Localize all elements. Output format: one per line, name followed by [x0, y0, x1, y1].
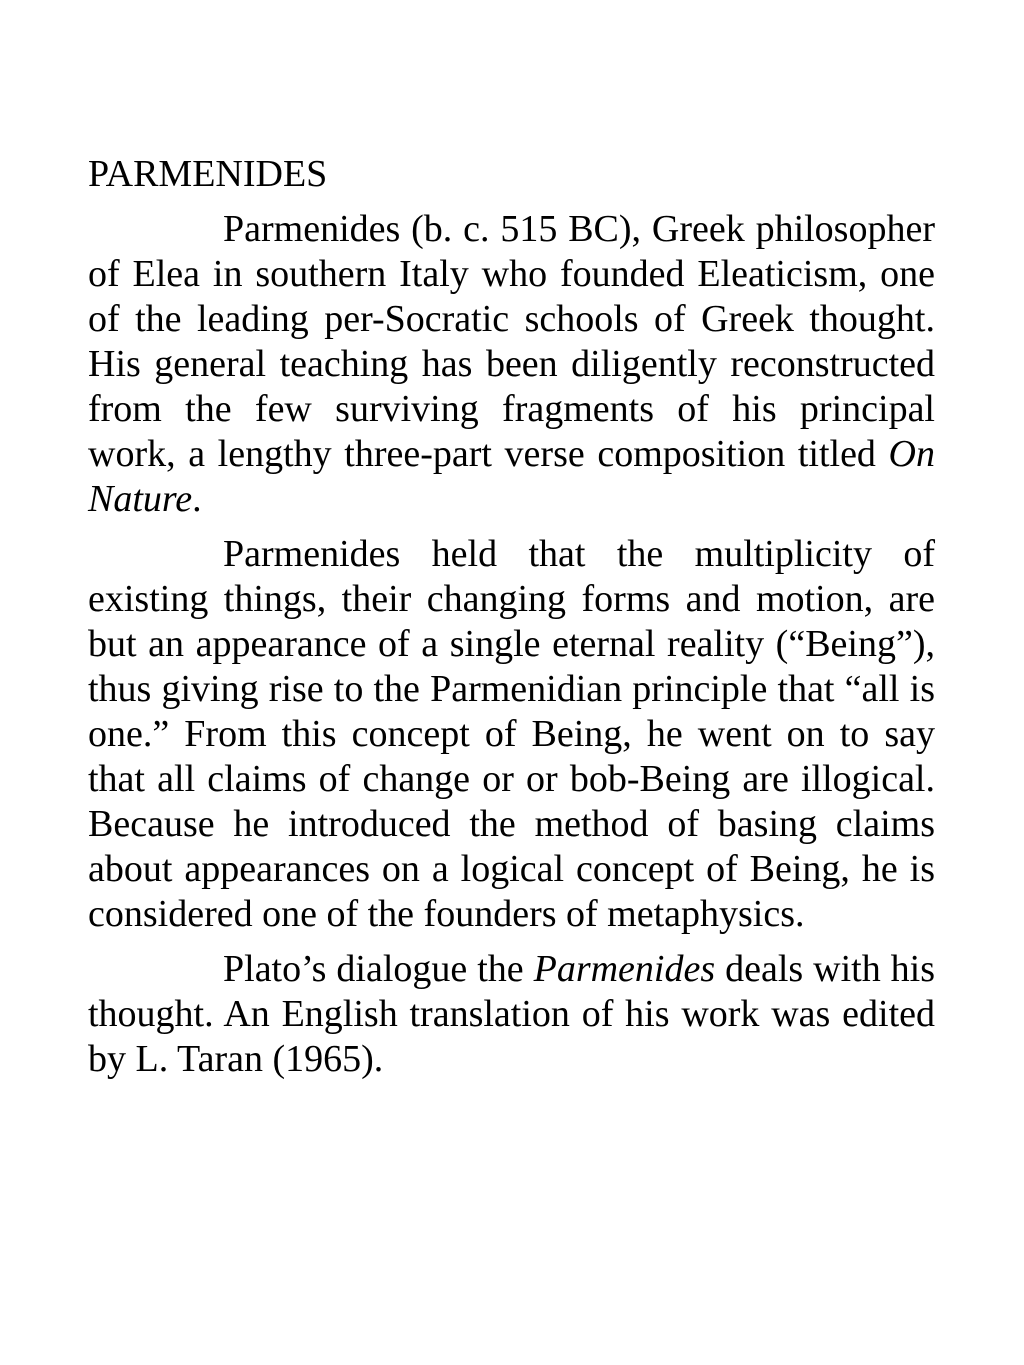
italic-text-run: On Nature [88, 433, 935, 520]
paragraph [88, 947, 935, 1082]
document-heading: PARMENIDES [88, 153, 328, 195]
text-run: deals with his thought. An English translation of his work was edited by L. Taran (1965). [88, 948, 935, 1080]
italic-text-run: Parmenides [533, 948, 716, 990]
text-run: Plato’s dialogue the [223, 948, 534, 990]
text-run: Parmenides held that the multiplicity of existing things, their changing forms and motion, are but an appearance of a single eternal reality (“Being”), thus giving rise to the Parmenidian principle that “all is one.” From this concept of Being, he went on to say that all claims of change or or bob-Being are illogical. Because he introduced the method of basing claims about appearances on a logical concept of Being, he is considered one of the founders of metaphysics. [88, 533, 935, 935]
text-run: Parmenides (b. c. 515 BC), Greek philosopher of Elea in southern Italy who founded Eleaticism, one of the leading per-Socratic schools of Greek thought. His general teaching has been diligently reconstructed from the few surviving fragments of his principal work, a lengthy three-part verse composition titled [88, 208, 935, 475]
paragraph [88, 207, 935, 522]
document-body [88, 207, 935, 1082]
paragraph [88, 532, 935, 937]
text-run: . [192, 478, 202, 520]
